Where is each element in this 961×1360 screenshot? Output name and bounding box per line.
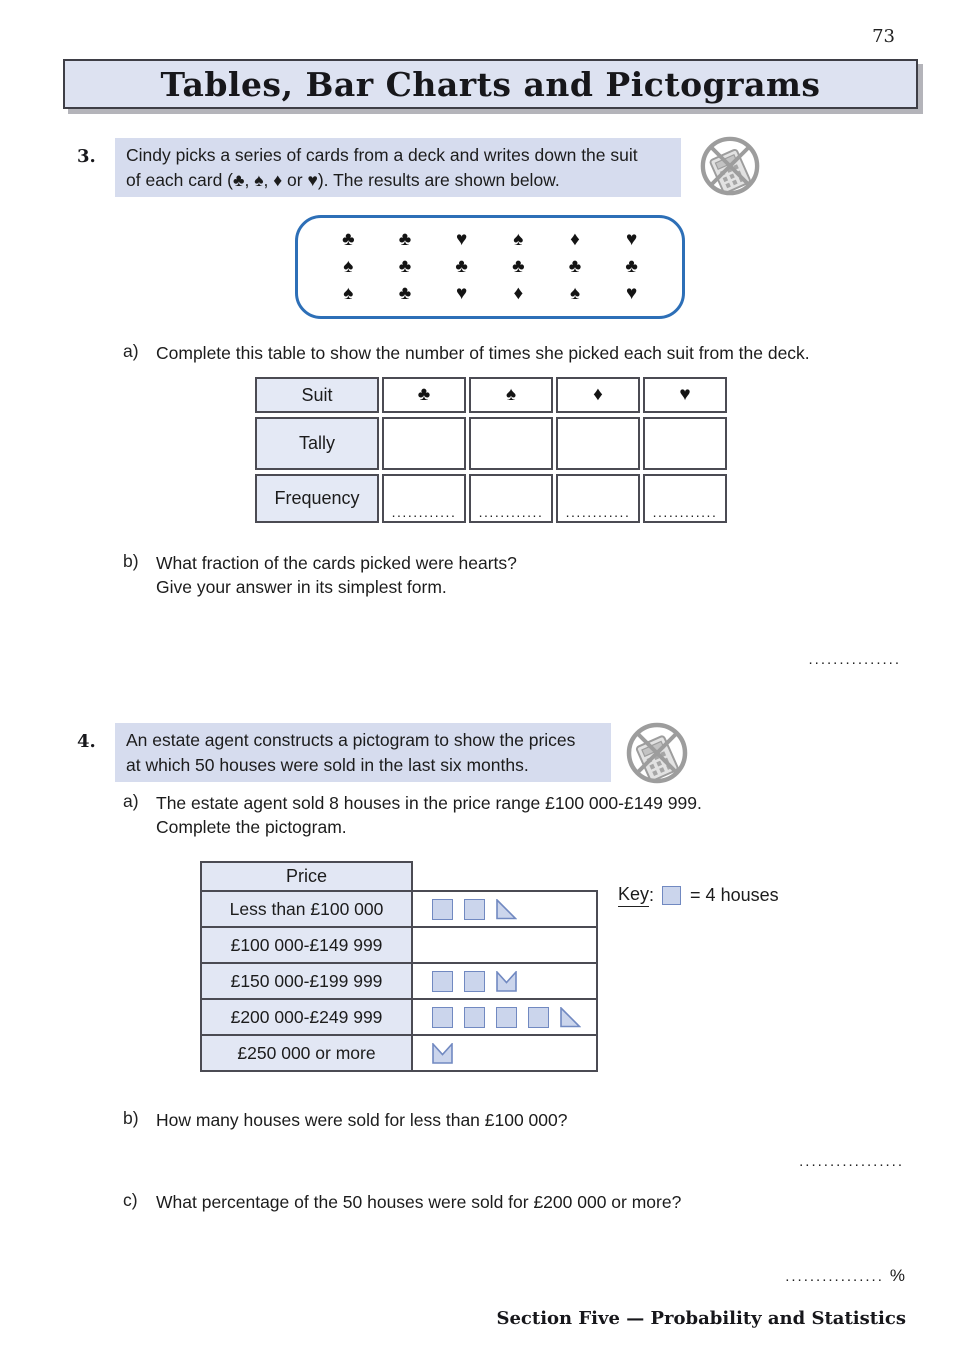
q4-part-a-line1: The estate agent sold 8 houses in the price range £100 000-£149 999. bbox=[156, 793, 702, 813]
house-icon-full bbox=[432, 1007, 453, 1028]
house-icon-full bbox=[432, 971, 453, 992]
q3-part-a-text: Complete this table to show the number of times she picked each suit from the deck. bbox=[156, 343, 810, 363]
question-4-prompt-line1: An estate agent constructs a pictogram to show the prices bbox=[126, 730, 576, 750]
house-icon-full bbox=[432, 899, 453, 920]
question-3-number: 3. bbox=[77, 146, 96, 167]
pictogram-row-icons bbox=[411, 998, 598, 1036]
q4-part-c-answer-line[interactable] bbox=[785, 1266, 905, 1286]
frequency-cell-diamonds[interactable] bbox=[556, 474, 640, 523]
card-suit: ♠ bbox=[343, 255, 354, 277]
row-header-suit: Suit bbox=[255, 377, 379, 413]
q3-part-a-label: a) bbox=[123, 341, 139, 361]
page-number: 73 bbox=[872, 26, 895, 47]
q4-part-c-text: What percentage of the 50 houses were sold for £200 000 or more? bbox=[156, 1192, 682, 1212]
question-3-prompt-line1: Cindy picks a series of cards from a deck and writes down the suit bbox=[126, 145, 638, 165]
card-suit: ♥ bbox=[626, 283, 638, 305]
tally-cell-spades[interactable] bbox=[469, 417, 553, 470]
frequency-dots: ............ bbox=[391, 504, 457, 520]
frequency-dots: ............ bbox=[565, 504, 631, 520]
tally-cell-hearts[interactable] bbox=[643, 417, 727, 470]
club-suit-header: ♣ bbox=[417, 384, 431, 405]
house-icon-full bbox=[528, 1007, 549, 1028]
key-colon: : bbox=[649, 885, 655, 905]
pictogram-row-icons bbox=[411, 1034, 598, 1072]
title-box bbox=[63, 59, 918, 109]
card-suit: ♣ bbox=[568, 255, 582, 277]
percent-suffix: % bbox=[889, 1266, 905, 1285]
frequency-dots: ............ bbox=[652, 504, 718, 520]
q3-answer-line[interactable]: ............... bbox=[808, 651, 901, 668]
card-suit: ♥ bbox=[626, 228, 638, 250]
pictogram-row-icons bbox=[411, 890, 598, 928]
answer-dots[interactable]: ................ bbox=[785, 1268, 884, 1285]
price-row-label: £150 000-£199 999 bbox=[200, 962, 413, 1000]
footer-section-title: Section Five — Probability and Statistics bbox=[496, 1308, 906, 1329]
card-results-panel bbox=[295, 215, 685, 319]
card-suit: ♥ bbox=[456, 228, 468, 250]
card-suit: ♣ bbox=[398, 228, 412, 250]
q4-part-a-line2: Complete the pictogram. bbox=[156, 817, 347, 837]
house-icon-half bbox=[560, 1007, 581, 1028]
spade-suit-header: ♠ bbox=[505, 384, 517, 405]
row-header-frequency: Frequency bbox=[255, 474, 379, 523]
house-square-icon bbox=[662, 886, 681, 905]
q3-part-b-line2: Give your answer in its simplest form. bbox=[156, 577, 447, 597]
q4-part-b-label: b) bbox=[123, 1108, 139, 1128]
no-calculator-icon bbox=[699, 135, 761, 202]
card-suit: ♠ bbox=[569, 283, 581, 305]
suit-tally-table bbox=[255, 377, 727, 523]
card-suit: ♣ bbox=[342, 228, 355, 250]
pictogram-table bbox=[200, 861, 413, 1072]
price-row-label: £250 000 or more bbox=[200, 1034, 413, 1072]
question-4-number: 4. bbox=[77, 731, 96, 752]
card-suit: ♣ bbox=[455, 255, 468, 277]
price-row-label: £200 000-£249 999 bbox=[200, 998, 413, 1036]
price-row-label: Less than £100 000 bbox=[200, 890, 413, 928]
house-icon-full bbox=[464, 1007, 485, 1028]
page-title: Tables, Bar Charts and Pictograms bbox=[160, 64, 821, 104]
q4-part-c-label: c) bbox=[123, 1190, 138, 1210]
price-row-label: £100 000-£149 999 bbox=[200, 926, 413, 964]
house-icon-full bbox=[464, 899, 485, 920]
frequency-cell-spades[interactable] bbox=[469, 474, 553, 523]
q3-part-b-line1: What fraction of the cards picked were hearts? bbox=[156, 553, 517, 573]
frequency-cell-clubs[interactable] bbox=[382, 474, 466, 523]
row-header-tally: Tally bbox=[255, 417, 379, 470]
question-3-prompt-line2: of each card (♣, ♠, ♦ or ♥). The results are shown below. bbox=[126, 170, 560, 190]
q4-part-b-text: How many houses were sold for less than £100 000? bbox=[156, 1110, 568, 1130]
diamond-suit-header: ♦ bbox=[593, 384, 603, 405]
house-icon-half bbox=[496, 899, 517, 920]
pictogram-icons-column bbox=[411, 890, 598, 1072]
pictogram-price-header: Price bbox=[200, 861, 413, 892]
card-suit: ♣ bbox=[512, 255, 525, 277]
card-suit: ♥ bbox=[456, 283, 468, 305]
question-4-prompt bbox=[115, 723, 611, 782]
key-value: = 4 houses bbox=[690, 885, 779, 905]
house-icon-three-quarter bbox=[432, 1043, 453, 1064]
pictogram-row-icons bbox=[411, 962, 598, 1000]
pictogram-row-icons-empty[interactable] bbox=[411, 926, 598, 964]
frequency-cell-hearts[interactable] bbox=[643, 474, 727, 523]
q4-part-a-label: a) bbox=[123, 791, 139, 811]
card-suit: ♦ bbox=[513, 283, 524, 305]
q3-part-b-label: b) bbox=[123, 551, 139, 571]
card-suit: ♦ bbox=[570, 228, 580, 250]
tally-cell-diamonds[interactable] bbox=[556, 417, 640, 470]
card-suit: ♠ bbox=[343, 283, 354, 305]
card-suit: ♣ bbox=[625, 255, 638, 277]
card-suit: ♣ bbox=[398, 283, 412, 305]
key-label: Key bbox=[618, 884, 649, 907]
pictogram-key bbox=[618, 884, 779, 907]
question-3-prompt bbox=[115, 138, 681, 197]
house-icon-three-quarter bbox=[496, 971, 517, 992]
no-calculator-icon bbox=[625, 721, 689, 790]
house-icon-full bbox=[496, 1007, 517, 1028]
q4-part-b-answer-line[interactable]: ................. bbox=[799, 1153, 904, 1170]
card-suit: ♣ bbox=[398, 255, 412, 277]
heart-suit-header: ♥ bbox=[679, 384, 691, 405]
question-4-prompt-line2: at which 50 houses were sold in the last six months. bbox=[126, 755, 529, 775]
card-suit: ♠ bbox=[513, 228, 524, 250]
house-icon-full bbox=[464, 971, 485, 992]
tally-cell-clubs[interactable] bbox=[382, 417, 466, 470]
frequency-dots: ............ bbox=[478, 504, 544, 520]
